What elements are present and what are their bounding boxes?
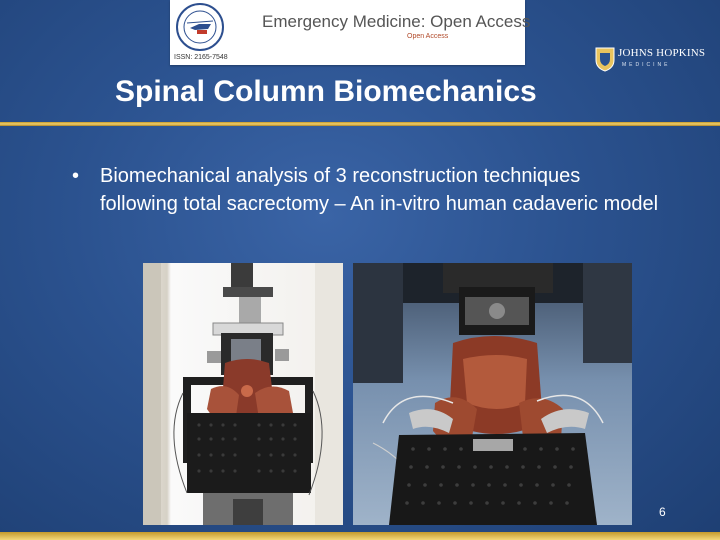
title-divider xyxy=(0,122,720,126)
bullet-list xyxy=(72,162,662,218)
shield-icon xyxy=(594,46,616,72)
journal-subtitle: Open Access xyxy=(407,33,449,40)
johns-hopkins-logo xyxy=(592,44,706,74)
photo-test-rig-closeup xyxy=(353,263,632,525)
logo-name: JOHNS HOPKINS xyxy=(618,47,706,59)
journal-seal-icon xyxy=(175,2,225,52)
logo-subtitle: MEDICINE xyxy=(622,62,671,68)
bullet-text: Biomechanical analysis of 3 reconstruction techniques following total sacrectomy – An in-vitro human cadaveric model xyxy=(100,165,659,215)
bullet-item xyxy=(72,162,662,218)
page-number: 6 xyxy=(659,505,666,519)
photo-test-rig-front xyxy=(143,263,343,525)
bullet-icon: • xyxy=(72,165,80,187)
slide-title: Spinal Column Biomechanics xyxy=(115,75,537,108)
journal-title: Emergency Medicine: Open Access xyxy=(262,12,531,31)
journal-banner xyxy=(170,0,531,65)
bottom-accent-bar xyxy=(0,532,720,540)
issn-label: ISSN: 2165-7548 xyxy=(174,54,228,61)
